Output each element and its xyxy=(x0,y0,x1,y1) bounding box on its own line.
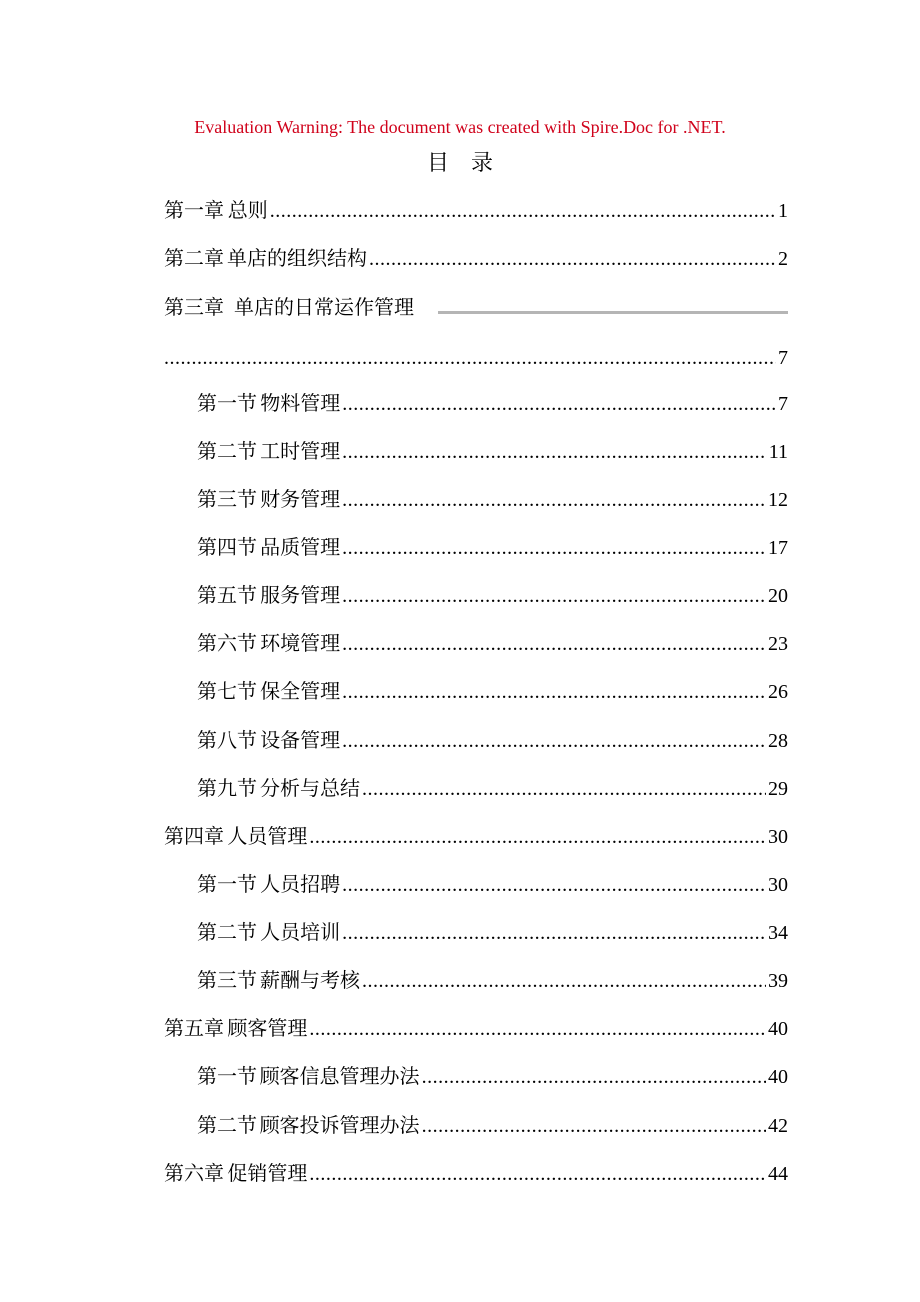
toc-entry-title: 服务管理 xyxy=(260,585,341,607)
toc-entry-section-3-9[interactable] xyxy=(197,775,788,803)
toc-entry-title: 顾客信息管理办法 xyxy=(259,1066,420,1088)
toc-entry-number: 第二章 xyxy=(164,248,224,270)
toc-leader-dots xyxy=(164,344,776,372)
toc-leader-dots xyxy=(362,775,766,803)
toc-entry-number: 第六节 xyxy=(197,633,257,655)
toc-entry-title: 促销管理 xyxy=(227,1163,308,1185)
toc-entry-title: 设备管理 xyxy=(260,730,341,752)
toc-entry-chapter-2[interactable] xyxy=(164,245,788,273)
toc-page-number: 40 xyxy=(768,1066,788,1088)
toc-entry-section-3-2[interactable] xyxy=(197,438,788,466)
toc-entry-number: 第六章 xyxy=(164,1163,224,1185)
toc-entry-title: 品质管理 xyxy=(260,537,341,559)
toc-entry-number: 第五节 xyxy=(197,585,257,607)
toc-entry-title: 人员培训 xyxy=(260,922,341,944)
toc-page-number: 12 xyxy=(768,489,788,511)
toc-heading-char-1: 目 xyxy=(426,150,449,175)
toc-leader-dots xyxy=(342,630,766,658)
toc-page-number: 44 xyxy=(768,1163,788,1185)
toc-entry-section-4-1[interactable] xyxy=(197,871,788,899)
toc-leader-rule xyxy=(438,311,788,314)
toc-entry-number: 第一节 xyxy=(197,1066,257,1088)
toc-page-number: 11 xyxy=(768,441,788,463)
toc-entry-title: 物料管理 xyxy=(260,393,341,415)
toc-entry-title: 分析与总结 xyxy=(260,778,361,800)
toc-entry-title: 顾客投诉管理办法 xyxy=(259,1115,420,1137)
toc-entry-title: 单店的日常运作管理 xyxy=(234,297,414,319)
toc-page-number: 39 xyxy=(768,970,788,992)
toc-entry-section-3-1[interactable] xyxy=(197,390,788,418)
toc-entry-title: 保全管理 xyxy=(260,681,341,703)
toc-entry-title: 顾客管理 xyxy=(227,1018,308,1040)
toc-entry-title: 总则 xyxy=(227,200,268,222)
toc-page-number: 30 xyxy=(768,826,788,848)
toc-entry-section-3-6[interactable] xyxy=(197,630,788,658)
toc-entry-title: 工时管理 xyxy=(260,441,341,463)
toc-leader-dots xyxy=(362,967,766,995)
toc-entry-number: 第四节 xyxy=(197,537,257,559)
toc-heading xyxy=(0,149,920,177)
toc-entry-chapter-3[interactable] xyxy=(164,294,414,322)
toc-entry-chapter-6[interactable] xyxy=(164,1160,788,1188)
toc-leader-dots xyxy=(270,197,776,225)
toc-entry-number: 第九节 xyxy=(197,778,257,800)
toc-leader-dots xyxy=(342,678,766,706)
toc-page-number: 17 xyxy=(768,537,788,559)
toc-entry-number: 第二节 xyxy=(197,441,257,463)
toc-leader-dots xyxy=(342,871,766,899)
toc-entry-section-3-8[interactable] xyxy=(197,727,788,755)
toc-entry-number: 第八节 xyxy=(197,730,257,752)
toc-page-number: 34 xyxy=(768,922,788,944)
toc-entry-number: 第一章 xyxy=(164,200,224,222)
toc-page-number: 1 xyxy=(778,200,788,222)
toc-page-number: 2 xyxy=(778,248,788,270)
toc-heading-char-2: 录 xyxy=(471,150,494,175)
toc-page-number: 20 xyxy=(768,585,788,607)
toc-entry-title: 财务管理 xyxy=(260,489,341,511)
toc-entry-title: 单店的组织结构 xyxy=(227,248,368,270)
toc-entry-section-3-4[interactable] xyxy=(197,534,788,562)
toc-leader-dots xyxy=(342,582,766,610)
toc-entry-section-3-3[interactable] xyxy=(197,486,788,514)
toc-entry-title: 人员管理 xyxy=(227,826,308,848)
toc-leader-dots xyxy=(309,823,766,851)
toc-page-number: 29 xyxy=(768,778,788,800)
toc-leader-dots xyxy=(342,534,766,562)
toc-entry-section-3-5[interactable] xyxy=(197,582,788,610)
toc-leader-dots xyxy=(422,1063,766,1091)
toc-entry-number: 第七节 xyxy=(197,681,257,703)
toc-entry-number: 第三节 xyxy=(197,970,257,992)
toc-entry-number: 第一节 xyxy=(197,874,257,896)
toc-entry-section-5-2[interactable] xyxy=(197,1112,788,1140)
toc-page-number: 26 xyxy=(768,681,788,703)
toc-page-number: 7 xyxy=(778,393,788,415)
toc-entry-chapter-3-continuation[interactable] xyxy=(164,344,788,372)
toc-entry-title: 人员招聘 xyxy=(260,874,341,896)
toc-entry-number: 第二节 xyxy=(197,922,257,944)
toc-entry-number: 第一节 xyxy=(197,393,257,415)
toc-page-number: 23 xyxy=(768,633,788,655)
toc-entry-section-5-1[interactable] xyxy=(197,1063,788,1091)
toc-entry-title: 薪酬与考核 xyxy=(260,970,361,992)
toc-page-number: 28 xyxy=(768,730,788,752)
toc-entry-number: 第二节 xyxy=(197,1115,257,1137)
toc-page-number: 42 xyxy=(768,1115,788,1137)
toc-leader-dots xyxy=(342,486,766,514)
toc-entry-number: 第三章 xyxy=(164,297,224,319)
toc-leader-dots xyxy=(342,390,776,418)
toc-entry-section-3-7[interactable] xyxy=(197,678,788,706)
toc-entry-chapter-5[interactable] xyxy=(164,1015,788,1043)
evaluation-warning: Evaluation Warning: The document was created with Spire.Doc for .NET. xyxy=(194,117,726,137)
toc-entry-chapter-4[interactable] xyxy=(164,823,788,851)
toc-page-number: 40 xyxy=(768,1018,788,1040)
toc-entry-section-4-2[interactable] xyxy=(197,919,788,947)
toc-entry-chapter-1[interactable] xyxy=(164,197,788,225)
toc-leader-dots xyxy=(342,727,766,755)
toc-entry-number: 第四章 xyxy=(164,826,224,848)
toc-leader-dots xyxy=(369,245,776,273)
toc-page-number: 7 xyxy=(778,347,788,369)
toc-entry-number: 第五章 xyxy=(164,1018,224,1040)
toc-leader-dots xyxy=(309,1015,766,1043)
toc-entry-section-4-3[interactable] xyxy=(197,967,788,995)
toc-leader-dots xyxy=(342,919,766,947)
toc-entry-number: 第三节 xyxy=(197,489,257,511)
toc-leader-dots xyxy=(342,438,767,466)
toc-page-number: 30 xyxy=(768,874,788,896)
toc-leader-dots xyxy=(309,1160,766,1188)
toc-entry-title: 环境管理 xyxy=(260,633,341,655)
toc-leader-dots xyxy=(422,1112,766,1140)
